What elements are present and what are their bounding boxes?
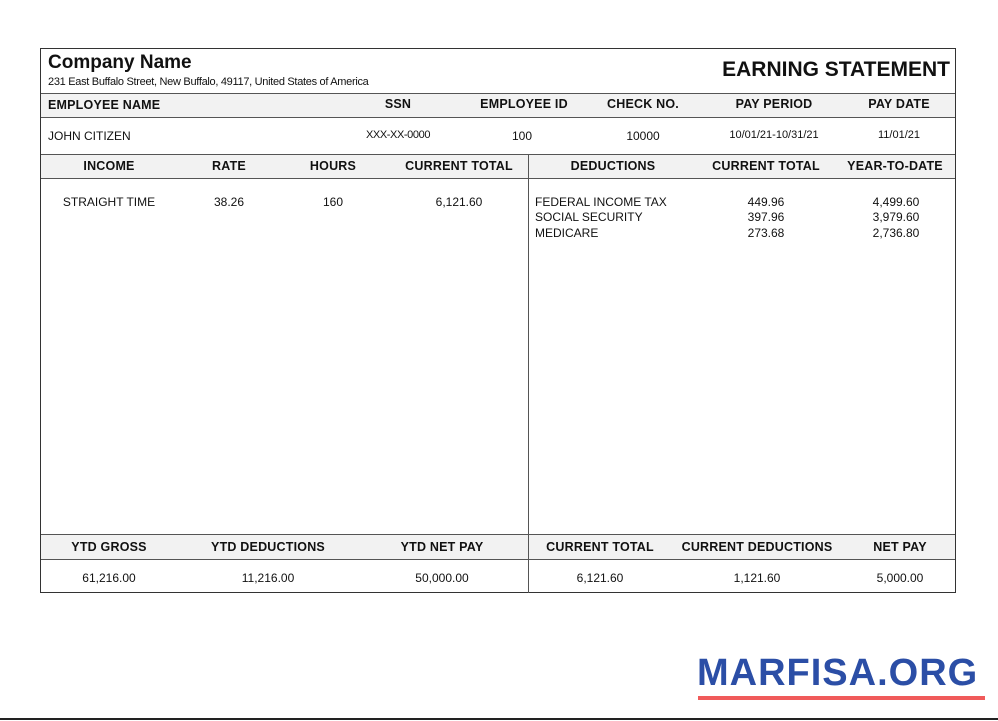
ytd-deductions: 11,216.00 (241, 571, 295, 585)
check-no: 10000 (626, 129, 660, 143)
current-deductions-header: CURRENT DEDUCTIONS (681, 540, 833, 554)
ytd-gross-header: YTD GROSS (71, 540, 147, 554)
deduction-name: FEDERAL INCOME TAX (535, 195, 667, 209)
net-pay-header: NET PAY (873, 540, 927, 554)
deduction-ytd: 3,979.60 (872, 210, 920, 224)
employee-name: JOHN CITIZEN (48, 129, 131, 143)
ytd-net-pay: 50,000.00 (415, 571, 469, 585)
deductions-header: DEDUCTIONS (570, 159, 656, 173)
net-pay: 5,000.00 (876, 571, 924, 585)
logo-underline (698, 696, 985, 700)
pay-period-header: PAY PERIOD (735, 97, 813, 111)
summary-current-total-header: CURRENT TOTAL (546, 540, 654, 554)
deduction-current: 273.68 (747, 226, 785, 240)
income-hours: 160 (322, 195, 344, 209)
ytd-header: YEAR-TO-DATE (847, 159, 943, 173)
company-name: Company Name (48, 52, 192, 73)
income-current-total: 6,121.60 (435, 195, 483, 209)
current-deductions: 1,121.60 (733, 571, 781, 585)
deduction-current: 449.96 (747, 195, 785, 209)
deduction-ytd: 2,736.80 (872, 226, 920, 240)
hours-header: HOURS (309, 159, 357, 173)
rate-header: RATE (212, 159, 246, 173)
summary-current-total: 6,121.60 (576, 571, 624, 585)
pay-period: 10/01/21-10/31/21 (729, 129, 819, 141)
deductions-current-total-header: CURRENT TOTAL (712, 159, 820, 173)
employee-id: 100 (511, 129, 533, 143)
ytd-deductions-header: YTD DEDUCTIONS (211, 540, 325, 554)
deduction-current: 397.96 (747, 210, 785, 224)
income-type: STRAIGHT TIME (62, 195, 156, 209)
income-rate: 38.26 (213, 195, 245, 209)
pay-date: 11/01/21 (877, 129, 921, 141)
check-no-header: CHECK NO. (607, 97, 679, 111)
income-current-total-header: CURRENT TOTAL (405, 159, 513, 173)
pay-date-header: PAY DATE (868, 97, 930, 111)
employee-name-header: EMPLOYEE NAME (48, 98, 161, 112)
deduction-ytd: 4,499.60 (872, 195, 920, 209)
ytd-net-pay-header: YTD NET PAY (400, 540, 484, 554)
deduction-name: SOCIAL SECURITY (535, 210, 643, 224)
deduction-name: MEDICARE (535, 226, 599, 240)
ytd-gross: 61,216.00 (82, 571, 136, 585)
statement-title: EARNING STATEMENT (722, 58, 950, 81)
ssn-header: SSN (384, 97, 412, 111)
income-header: INCOME (83, 159, 135, 173)
marfisa-logo: MARFISA.ORG (697, 652, 979, 694)
bottom-rule (0, 718, 998, 720)
employee-id-header: EMPLOYEE ID (480, 97, 568, 111)
ssn: XXX-XX-0000 (365, 129, 431, 141)
company-address: 231 East Buffalo Street, New Buffalo, 49117, United States of America (48, 76, 369, 88)
